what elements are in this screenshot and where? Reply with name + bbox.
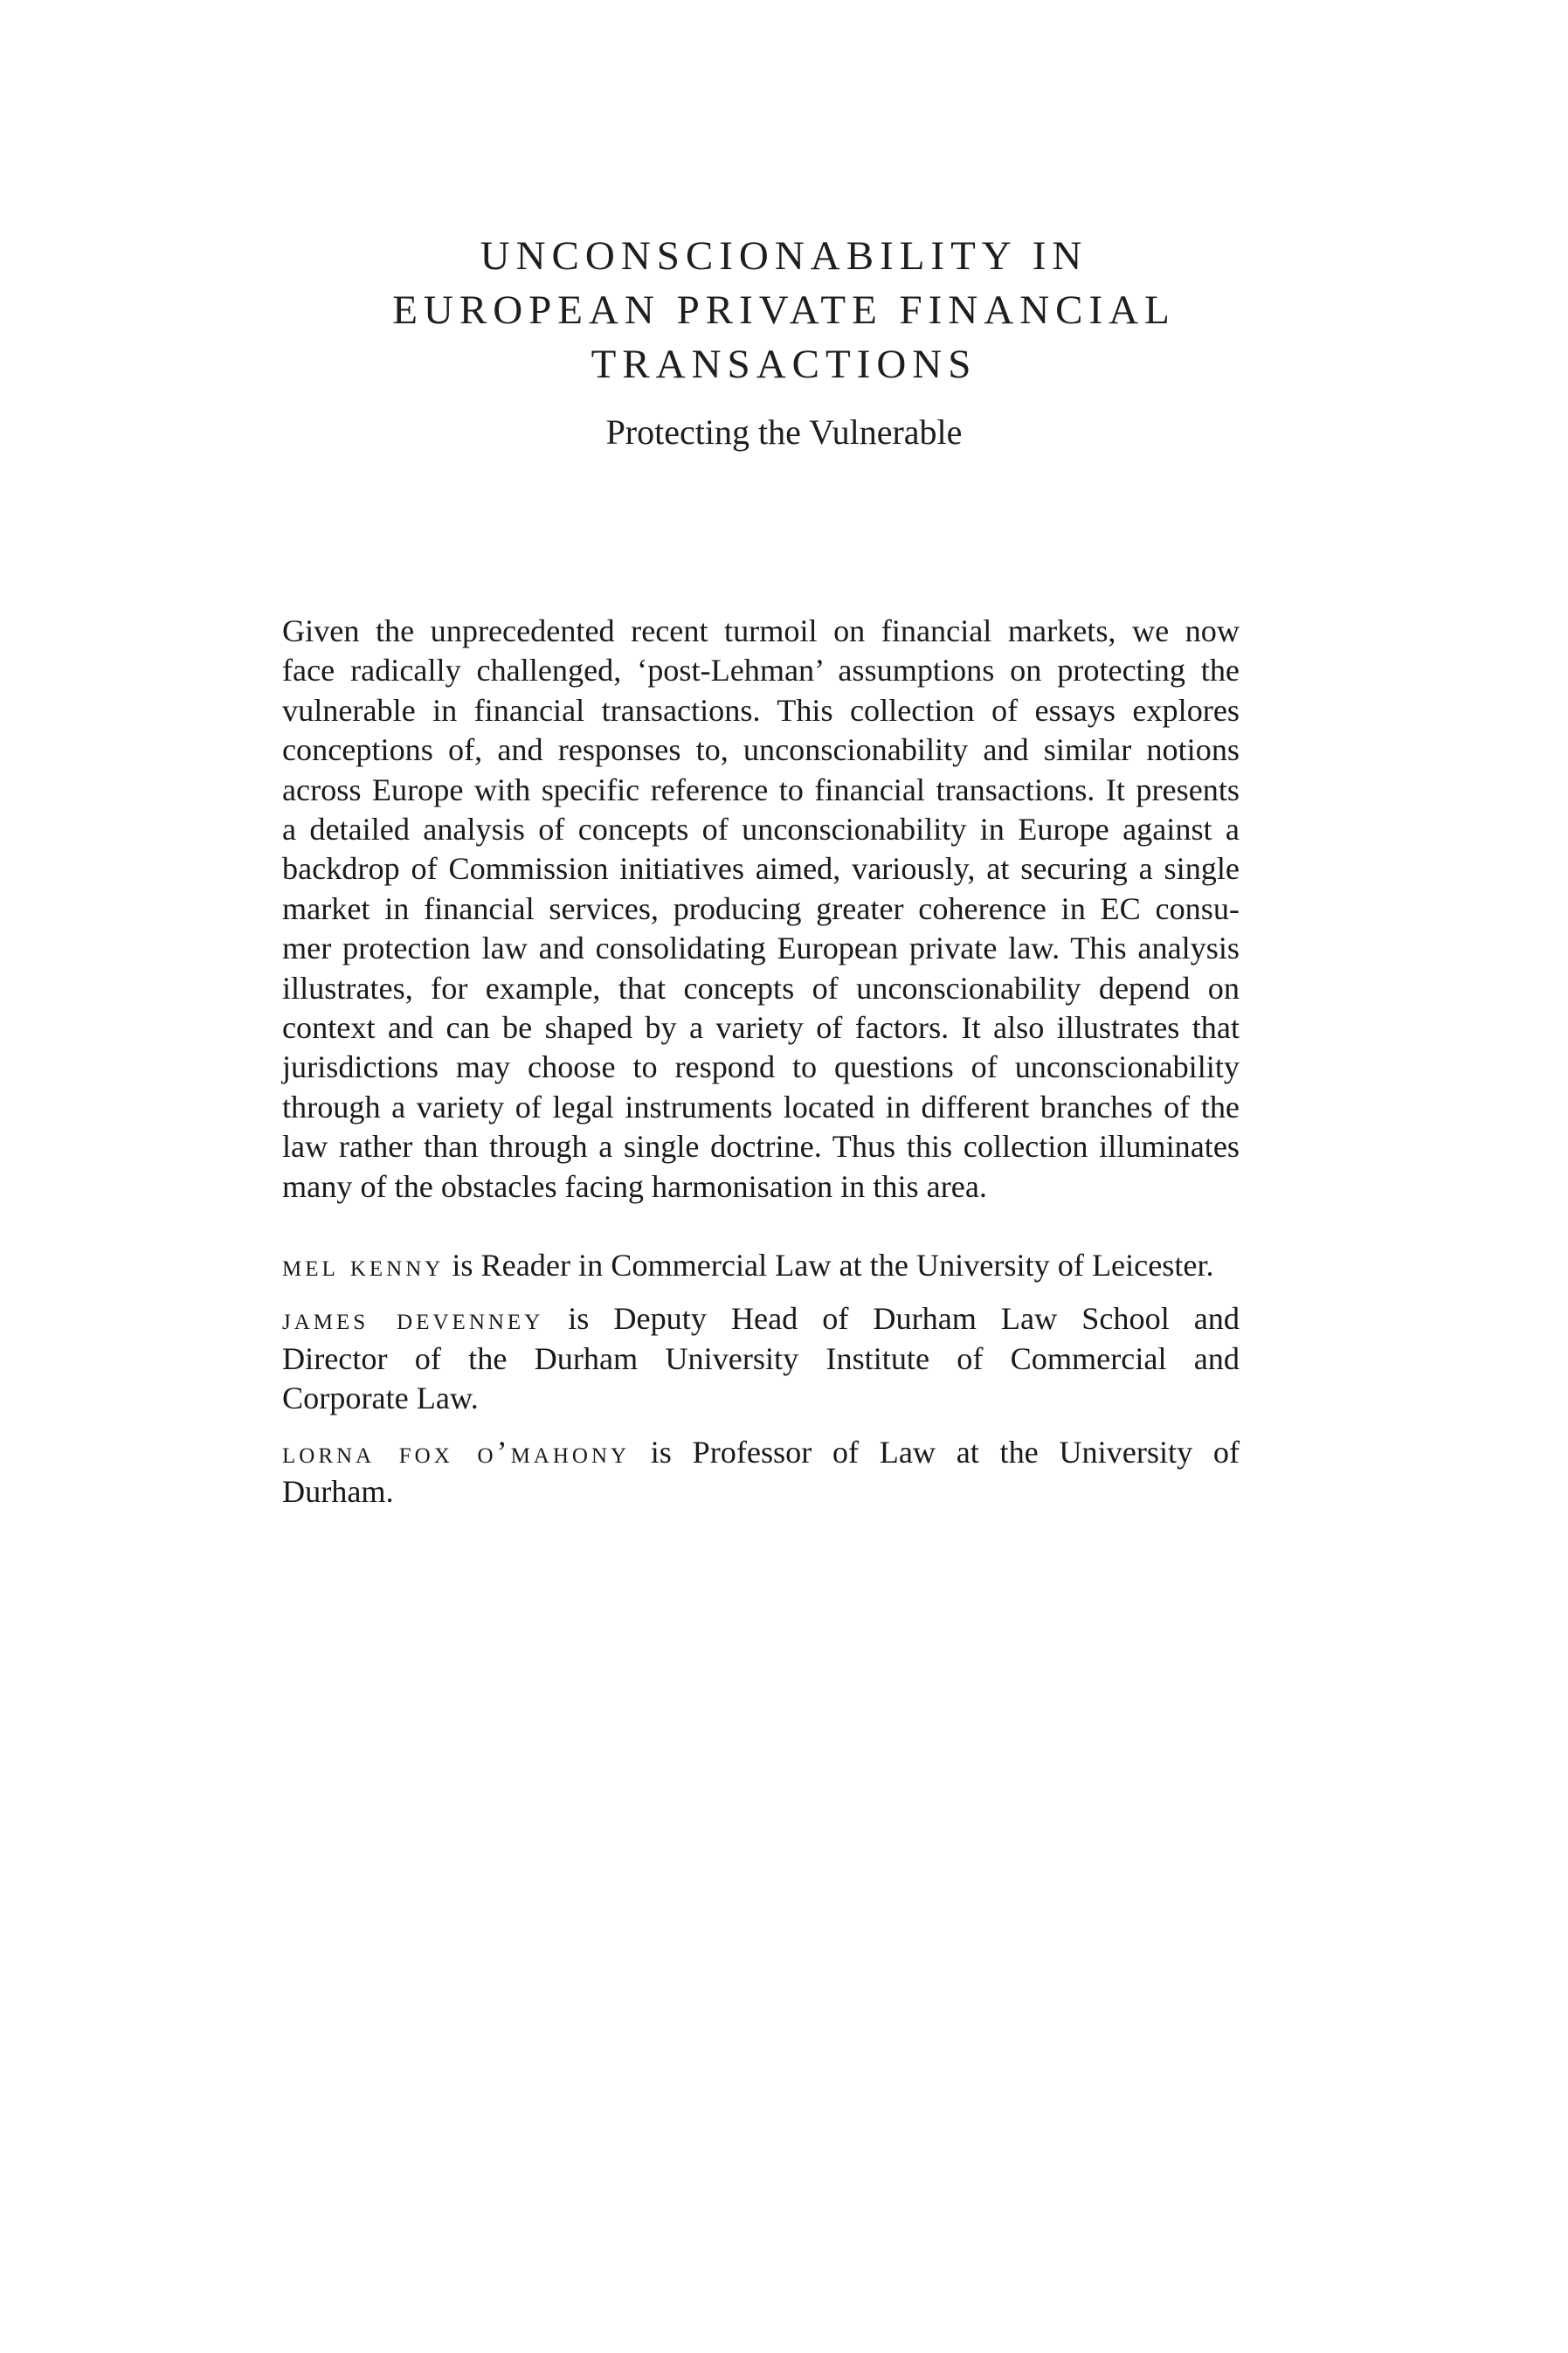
author-bio-devenney xyxy=(282,1299,1240,1418)
title-block xyxy=(0,229,1568,454)
author-name: james devenney xyxy=(282,1301,544,1337)
description-paragraph xyxy=(282,612,1240,1207)
bio-line xyxy=(282,1246,1240,1285)
description-line: across Europe with specific reference to financial transactions. It presents xyxy=(282,772,1240,807)
description-line: through a variety of legal instruments located in different branches of the xyxy=(282,1089,1240,1125)
book-title-line-2: EUROPEAN PRIVATE FINANCIAL xyxy=(392,287,1176,333)
book-title-line-3: TRANSACTIONS xyxy=(591,342,977,387)
description-line: a detailed analysis of concepts of unconscionability in Europe against a xyxy=(282,812,1240,848)
description-line: many of the obstacles facing harmonisation in this area. xyxy=(282,1168,987,1204)
author-name: lorna fox o’mahony xyxy=(282,1434,631,1470)
bio-text: is Deputy Head of Durham Law School and xyxy=(543,1301,1240,1337)
author-bios xyxy=(282,1246,1240,1526)
description-line: law rather than through a single doctrine. Thus this collection illuminates xyxy=(282,1129,1240,1165)
description-line: Given the unprecedented recent turmoil on financial markets, we now xyxy=(282,613,1240,648)
description-line: context and can be shaped by a variety of factors. It also illustrates that xyxy=(282,1010,1240,1046)
book-title-line-1: UNCONSCIONABILITY IN xyxy=(480,233,1088,279)
bio-line: Durham. xyxy=(282,1474,394,1510)
description-line: illustrates, for example, that concepts of unconscionability depend on xyxy=(282,970,1240,1006)
bio-line: Director of the Durham University Institute of Commercial and xyxy=(282,1340,1240,1376)
description-line: backdrop of Commission initiatives aimed, variously, at securing a single xyxy=(282,851,1240,887)
description-line: face radically challenged, ‘post-Lehman’ assumptions on protecting the xyxy=(282,653,1240,689)
author-name: mel kenny xyxy=(282,1248,445,1283)
author-bio-fox-omahony xyxy=(282,1433,1240,1512)
bio-text: is Reader in Commercial Law at the University of Leicester. xyxy=(444,1248,1214,1283)
description-line: conceptions of, and responses to, unconscionability and similar notions xyxy=(282,732,1240,768)
bio-line: Corporate Law. xyxy=(282,1381,479,1416)
description-line: mer protection law and consolidating European private law. This analysis xyxy=(282,931,1240,966)
bio-line xyxy=(282,1433,1240,1472)
description-line: jurisdictions may choose to respond to questions of unconscionability xyxy=(282,1049,1240,1085)
description-line: vulnerable in financial transactions. This collection of essays explores xyxy=(282,692,1240,728)
author-bio-kenny xyxy=(282,1246,1240,1285)
bio-text: is Professor of Law at the University of xyxy=(630,1434,1240,1470)
description-line: market in financial services, producing greater coherence in EC consu- xyxy=(282,890,1240,926)
bio-line xyxy=(282,1299,1240,1339)
book-subtitle: Protecting the Vulnerable xyxy=(605,412,963,452)
